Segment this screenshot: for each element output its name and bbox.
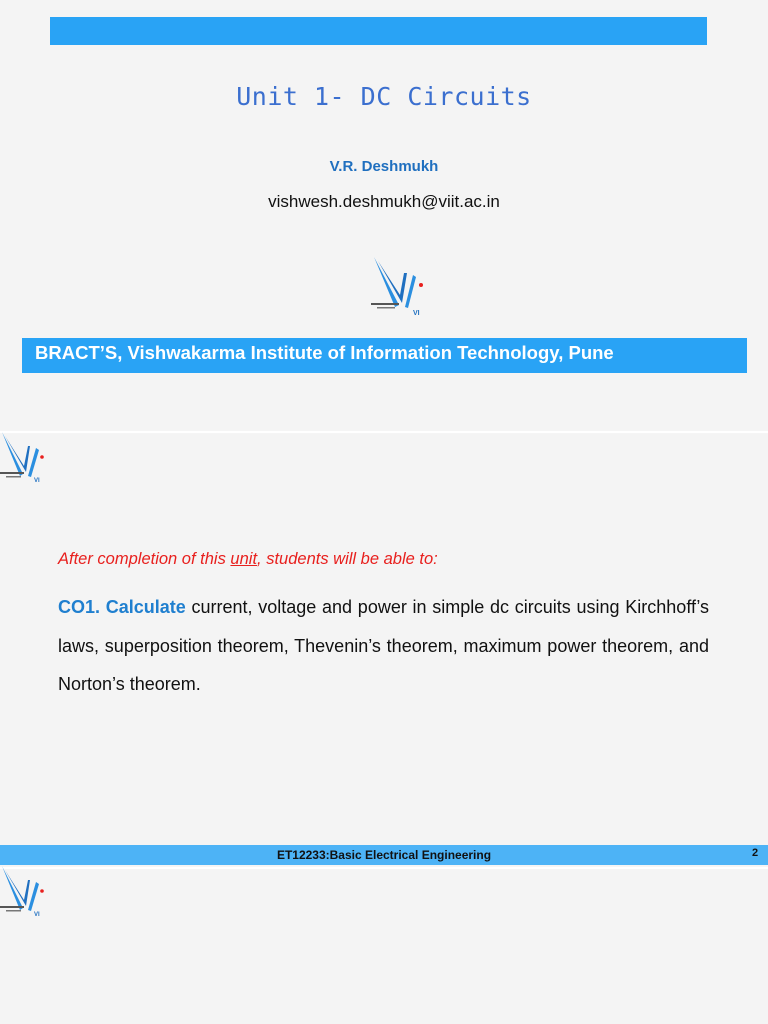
- viit-logo-icon: [0, 432, 46, 484]
- footer-course-code: ET12233:Basic Electrical Engineering: [276, 848, 492, 862]
- svg-text:VI: VI: [34, 478, 40, 484]
- page-number: 2: [752, 847, 759, 859]
- author-email: vishwesh.deshmukh@viit.ac.in: [268, 192, 500, 211]
- slide-3: [0, 870, 768, 1024]
- viit-logo-icon: [369, 255, 427, 317]
- svg-text:VI: VI: [34, 912, 40, 918]
- author-name: V.R. Deshmukh: [329, 158, 439, 175]
- slide-divider: [0, 867, 768, 869]
- institute-banner: BRACT’S, Vishwakarma Institute of Information Technology, Pune: [22, 338, 747, 373]
- svg-text:VI: VI: [413, 310, 420, 317]
- top-accent-bar: [50, 17, 707, 45]
- viit-logo-icon: [0, 866, 46, 918]
- co1-label: CO1. Calculate: [58, 597, 186, 617]
- slide-divider: [0, 431, 768, 433]
- course-outcome-co1: [58, 588, 709, 704]
- slide-title: Unit 1- DC Circuits: [236, 82, 532, 111]
- learning-outcome-intro: After completion of this unit, students will be able to:: [58, 550, 438, 568]
- co1-text: current, voltage and power in simple dc circuits using Kirchhoff’s laws, superposition theorem, Thevenin’s theorem, maximum power theorem, and Norton’s theorem.: [58, 597, 709, 694]
- unit-underlined: unit: [230, 550, 258, 568]
